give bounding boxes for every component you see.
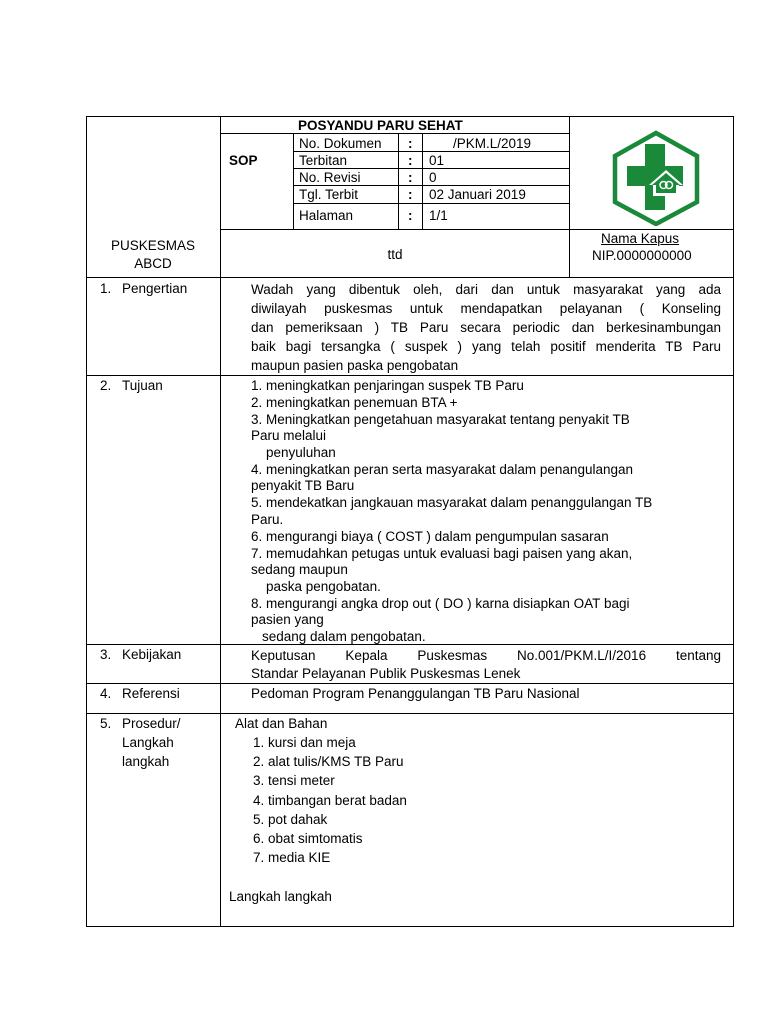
text-line: baik bagi tersangka ( suspek ) yang telah positif menderita TB Paru — [251, 339, 721, 354]
puskesmas-logo — [612, 130, 700, 226]
field-label: Halaman — [299, 208, 354, 223]
list-item: 2. alat tulis/KMS TB Paru — [253, 754, 404, 769]
list-item: 4. meningkatkan peran serta masyarakat dalam penangulangan — [251, 462, 633, 477]
text-line: diwilayah puskesmas untuk mendapatkan pelayanan ( Konseling — [251, 301, 721, 316]
section-label: Langkah — [122, 735, 174, 750]
referensi-text: Pedoman Program Penanggulangan TB Paru Nasional — [251, 686, 580, 701]
section-label: Tujuan — [122, 378, 163, 393]
field-separator: : — [408, 170, 413, 185]
prosedur-heading: Alat dan Bahan — [235, 716, 328, 731]
section-number: 2. — [100, 378, 112, 393]
section-label: Pengertian — [122, 281, 188, 296]
field-label: No. Revisi — [299, 170, 361, 185]
section-label: Referensi — [122, 686, 180, 701]
field-separator: : — [408, 208, 413, 223]
text-line: Standar Pelayanan Publik Puskesmas Lenek — [251, 666, 521, 681]
list-item: 6. mengurangi biaya ( COST ) dalam pengumpulan sasaran — [251, 529, 609, 544]
field-label: No. Dokumen — [299, 136, 382, 151]
list-item: Paru. — [251, 512, 284, 527]
list-item: penyakit TB Baru — [251, 478, 355, 493]
list-item: 6. obat simtomatis — [253, 831, 363, 846]
org-name-line1: PUSKESMAS — [110, 238, 196, 253]
list-item: 1. kursi dan meja — [253, 735, 356, 750]
list-item: sedang dalam pengobatan. — [262, 629, 426, 644]
field-separator: : — [408, 153, 413, 168]
section-number: 1. — [100, 281, 112, 296]
list-item: 5. pot dahak — [253, 812, 328, 827]
list-item: Paru melalui — [251, 428, 327, 443]
head-nip: NIP.0000000000 — [592, 248, 692, 263]
field-label: Terbitan — [299, 153, 348, 168]
list-item: 1. meningkatkan penjaringan suspek TB Paru — [251, 378, 524, 393]
field-separator: : — [408, 136, 413, 151]
field-value: 02 Januari 2019 — [429, 187, 526, 202]
list-item: penyuluhan — [266, 445, 336, 460]
section-number: 3. — [100, 647, 112, 662]
prosedur-footer: Langkah langkah — [229, 889, 332, 904]
section-number: 4. — [100, 686, 112, 701]
list-item: pasien yang — [251, 612, 324, 627]
text-line: dan pemeriksaan ) TB Paru secara periodic dan berkesinambungan — [251, 320, 721, 335]
list-item: 7. media KIE — [253, 850, 331, 865]
section-label: Kebijakan — [122, 647, 182, 662]
list-item: 3. tensi meter — [253, 773, 335, 788]
signature-text: ttd — [387, 247, 403, 262]
list-item: 3. Meningkatkan pengetahuan masyarakat tentang penyakit TB — [251, 412, 630, 427]
text-line: maupun pasien paska pengobatan — [251, 358, 459, 373]
field-value: 1/1 — [429, 208, 448, 223]
text-line: Wadah yang dibentuk oleh, dari dan untuk masyarakat yang ada — [251, 282, 721, 297]
head-name: Nama Kapus — [601, 231, 680, 246]
field-value: 01 — [429, 153, 445, 168]
field-value: /PKM.L/2019 — [453, 136, 532, 151]
sop-label: SOP — [229, 153, 258, 168]
section-label: Prosedur/ — [122, 716, 181, 731]
document-title: POSYANDU PARU SEHAT — [298, 118, 463, 133]
list-item: 7. memudahkan petugas untuk evaluasi bagi paisen yang akan, — [251, 546, 633, 561]
list-item: paska pengobatan. — [266, 579, 381, 594]
org-name-line2: ABCD — [134, 256, 172, 271]
field-value: 0 — [429, 170, 437, 185]
list-item: 8. mengurangi angka drop out ( DO ) karna disiapkan OAT bagi — [251, 596, 630, 611]
text-line: Keputusan Kepala Puskesmas No.001/PKM.L/I/2016 tentang — [251, 648, 721, 663]
list-item: 5. mendekatkan jangkauan masyarakat dalam penanggulangan TB — [251, 495, 653, 510]
section-label: langkah — [122, 754, 170, 769]
list-item: 4. timbangan berat badan — [253, 793, 407, 808]
list-item: sedang maupun — [251, 562, 348, 577]
field-separator: : — [408, 187, 413, 202]
field-label: Tgl. Terbit — [299, 187, 359, 202]
section-number: 5. — [100, 716, 112, 731]
list-item: 2. meningkatkan penemuan BTA + — [251, 395, 458, 410]
